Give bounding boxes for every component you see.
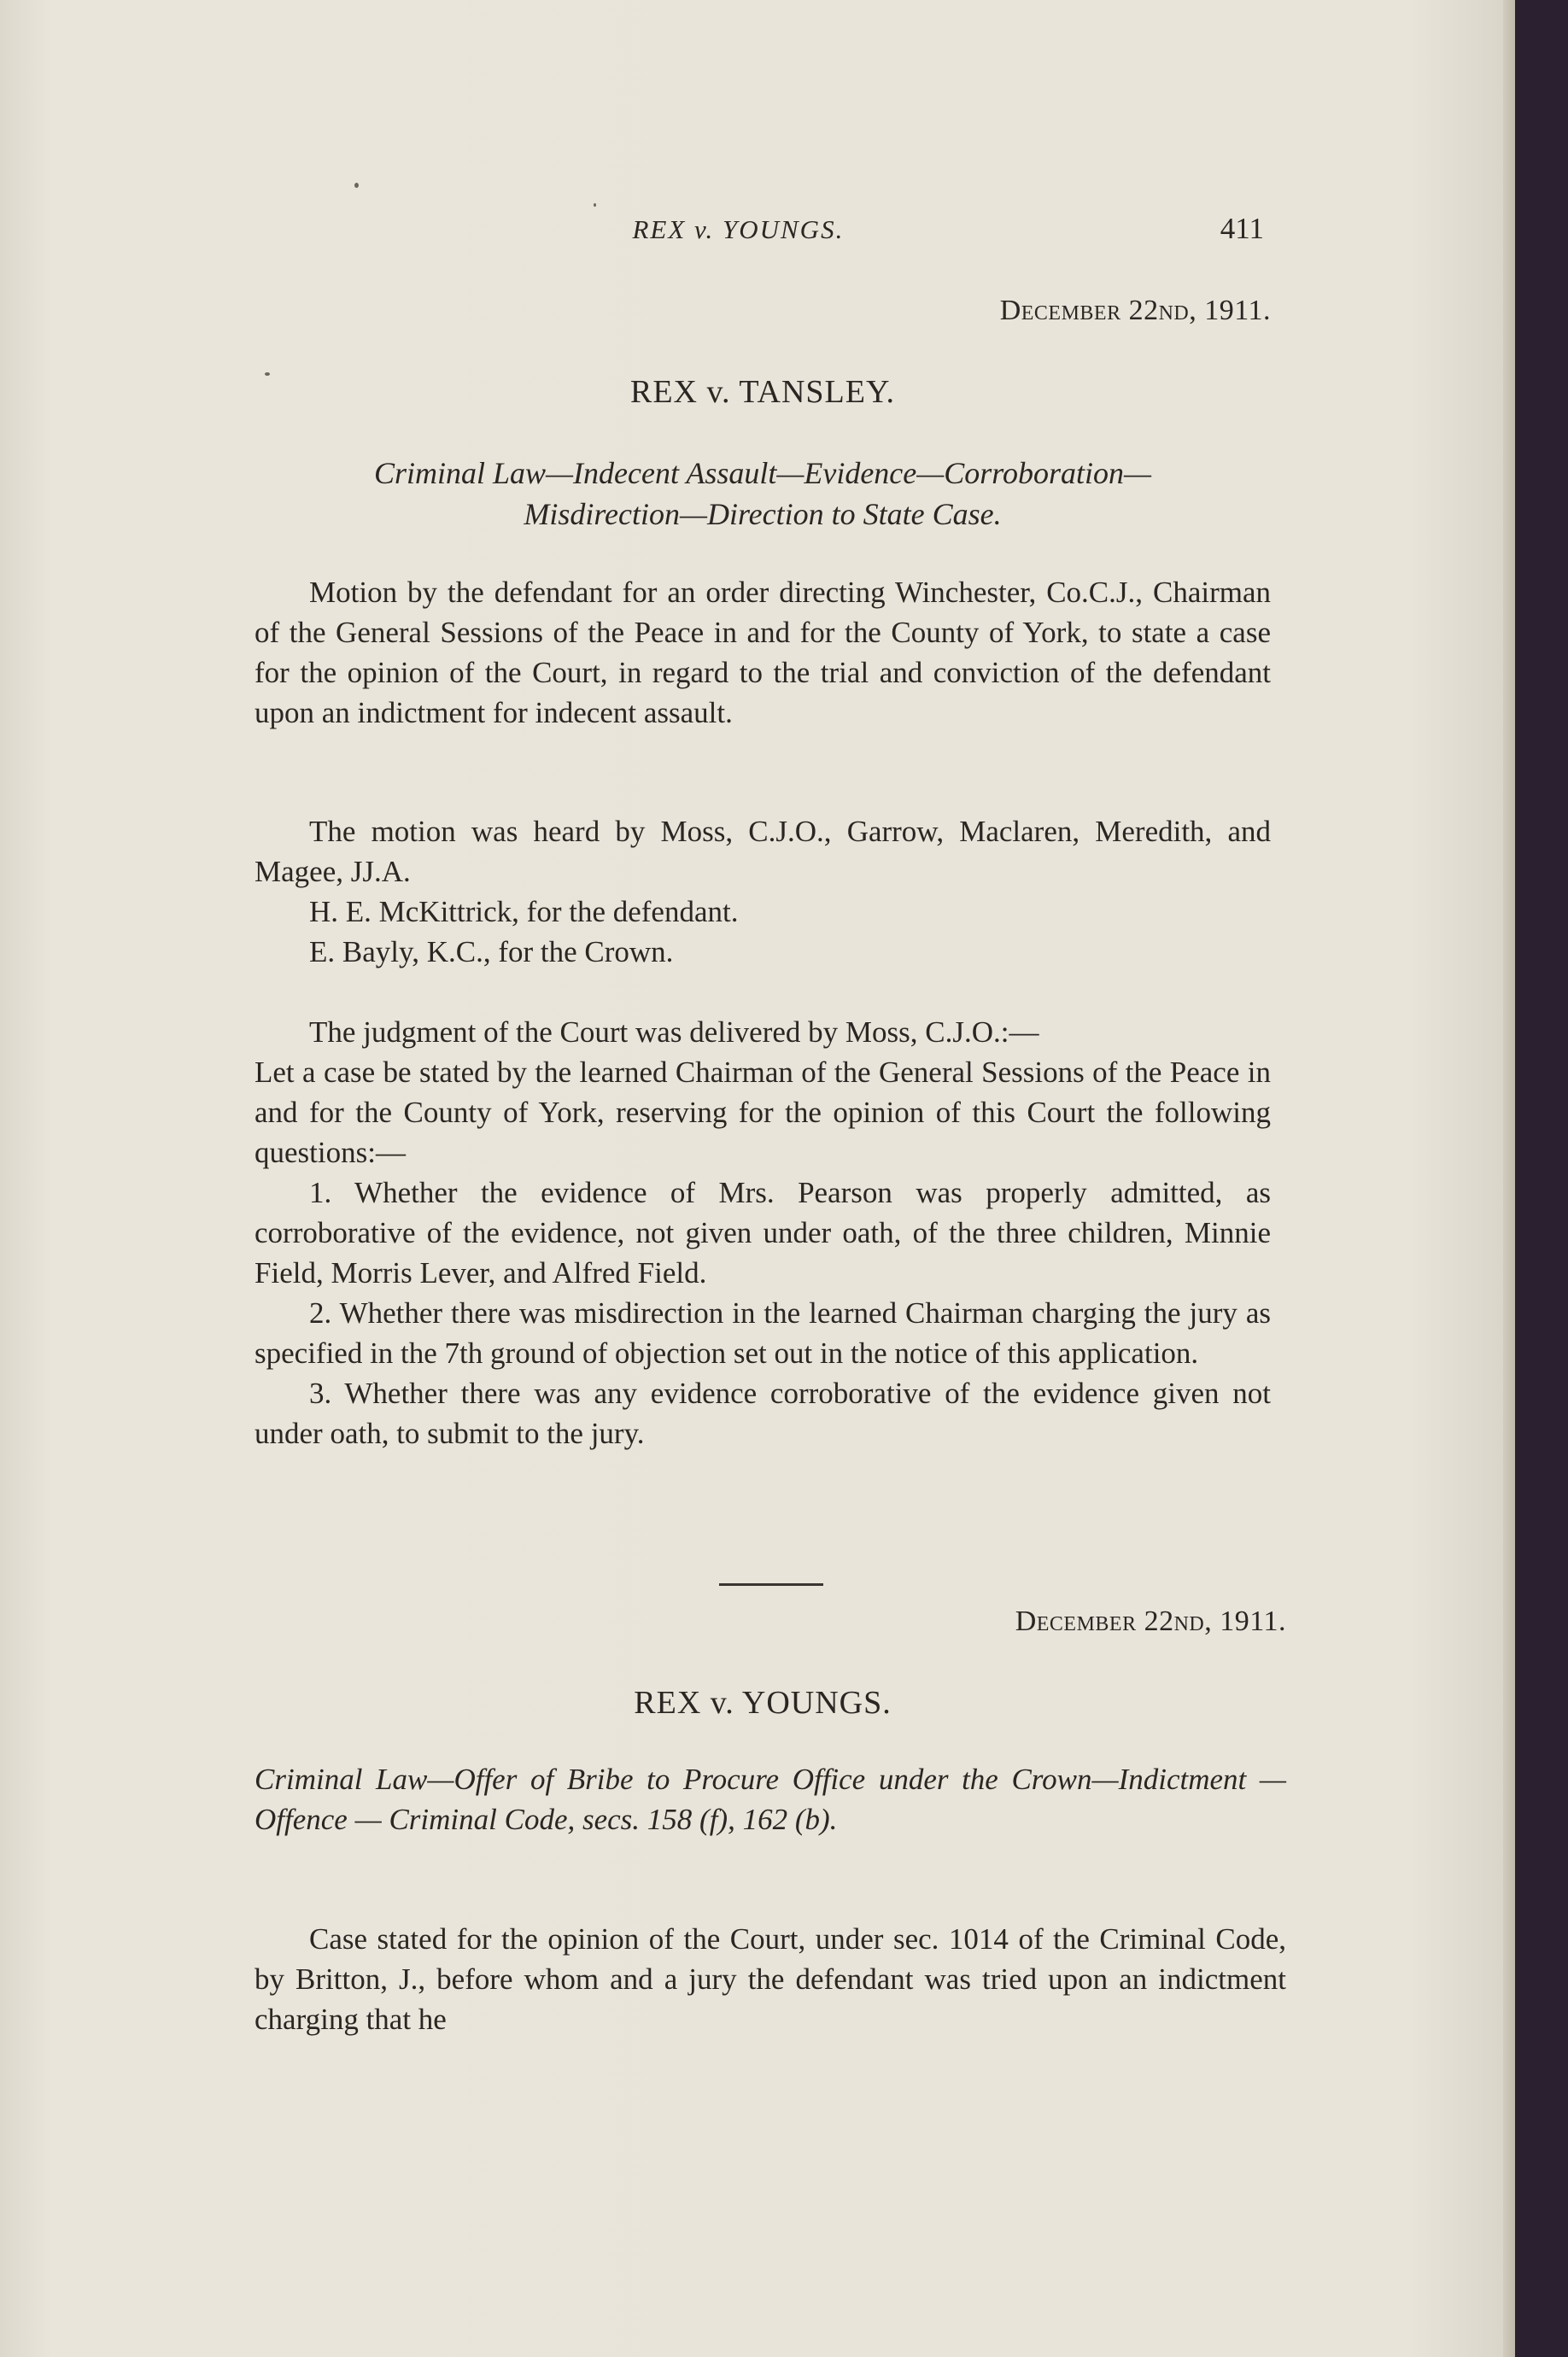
case2-title-block — [255, 1684, 1271, 1722]
case1-heard-block — [255, 811, 1271, 972]
running-title: REX v. YOUNGS. — [632, 214, 845, 244]
case1-question1: 1. Whether the evidence of Mrs. Pearson was properly admitted, as corroborative of the evidence, not given under oath, of the three children, Minnie Field, Morris Lever, and Alfred Field. — [255, 1176, 1271, 1290]
case1-date: December 22nd, 1911. — [999, 295, 1271, 326]
case1-judgment-body: Let a case be stated by the learned Chairman of the General Sessions of the Peace in and for the County of York, reserving for the opinion of this Court the following questions:— — [255, 1056, 1271, 1169]
case1-question2: 2. Whether there was misdirection in the learned Chairman charging the jury as specified in the 7th ground of objection set out in the notice of this application. — [255, 1296, 1271, 1370]
case1-question3: 3. Whether there was any evidence corroborative of the evidence given not under oath, to submit to the jury. — [255, 1377, 1271, 1450]
case2-statement-block — [255, 1919, 1286, 2039]
section-divider — [719, 1583, 823, 1586]
case1-counsel-crown: E. Bayly, K.C., for the Crown. — [309, 935, 674, 968]
page-number: 411 — [1220, 212, 1264, 245]
paper-speck — [594, 203, 596, 207]
running-head — [256, 212, 1264, 246]
paper-speck — [265, 372, 270, 376]
case1-judgment-intro: The judgment of the Court was delivered by Moss, C.J.O.:— — [309, 1015, 1039, 1049]
case1-headnote-line2: Misdirection—Direction to State Case. — [524, 497, 1002, 531]
case2-headnote-block — [255, 1759, 1286, 1839]
paper-speck — [354, 183, 359, 188]
page-edge — [1503, 0, 1515, 2357]
case1-counsel-defendant: H. E. McKittrick, for the defendant. — [309, 895, 739, 928]
case2-title: REX v. YOUNGS. — [634, 1685, 892, 1721]
case1-title-block — [255, 373, 1271, 411]
case1-headnote-line1: Criminal Law—Indecent Assault—Evidence—Corroboration— — [373, 456, 1151, 490]
case2-headnote: Criminal Law—Offer of Bribe to Procure Office under the Crown—Indictment — Offence — Criminal Code, secs. 158 (f), 162 (b). — [255, 1763, 1286, 1836]
case2-date: December 22nd, 1911. — [1015, 1605, 1286, 1637]
case1-headnote-block — [255, 453, 1271, 535]
case2-statement: Case stated for the opinion of the Court, under sec. 1014 of the Criminal Code, by Britton, J., before whom and a jury the defendant was tried upon an indictment charging that he — [255, 1922, 1286, 2036]
case1-judgment-block — [255, 1012, 1271, 1453]
case1-heard-by: The motion was heard by Moss, C.J.O., Garrow, Maclaren, Meredith, and Magee, JJ.A. — [255, 815, 1271, 888]
case1-motion-block — [255, 572, 1271, 733]
case1-motion: Motion by the defendant for an order directing Winchester, Co.C.J., Chairman of the General Sessions of the Peace in and for the County of York, to state a case for the opinion of the Court, in regard to the trial and conviction of the defendant upon an indictment for indecent assault. — [255, 576, 1271, 729]
case1-title: REX v. TANSLEY. — [629, 374, 895, 410]
